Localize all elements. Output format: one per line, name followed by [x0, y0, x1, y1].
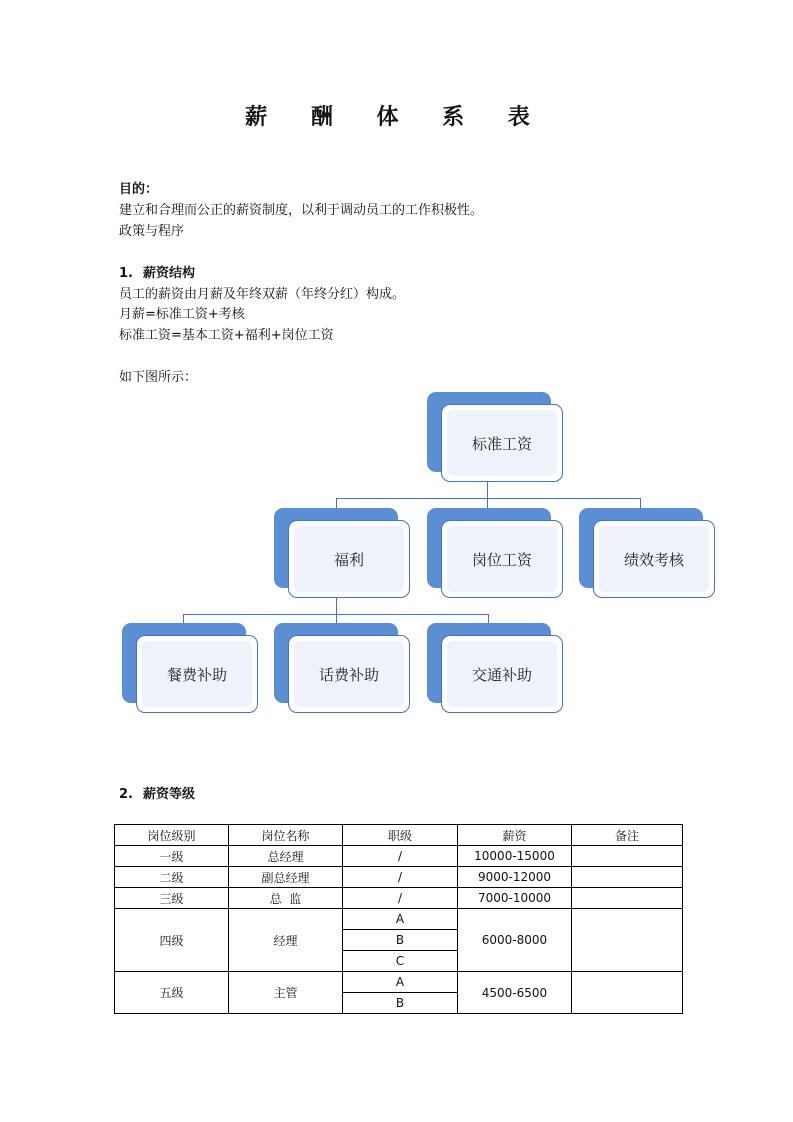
cell-salary: 6000-8000	[458, 909, 572, 972]
col-header: 备注	[572, 825, 683, 846]
connector-l2-c	[640, 498, 641, 508]
node-transport-allowance: 交通补助	[427, 623, 551, 703]
col-header: 职级	[343, 825, 458, 846]
purpose-text: 建立和合理而公正的薪资制度，以利于调动员工的工作积极性。	[119, 203, 484, 218]
cell-level: 四级	[115, 909, 229, 972]
connector-l2-b	[487, 498, 488, 508]
cell-name: 主管	[229, 972, 343, 1014]
cell-grade: /	[343, 867, 458, 888]
cell-level: 五级	[115, 972, 229, 1014]
cell-note	[572, 846, 683, 867]
cell-grade: /	[343, 888, 458, 909]
cell-salary: 4500-6500	[458, 972, 572, 1014]
monthly-salary-formula: 月薪=标准工资+考核	[119, 307, 245, 322]
cell-grade: C	[343, 951, 458, 972]
col-header: 岗位名称	[229, 825, 343, 846]
cell-salary: 9000-12000	[458, 867, 572, 888]
table-row	[115, 909, 683, 930]
standard-salary-formula: 标准工资=基本工资+福利+岗位工资	[119, 328, 334, 343]
node-position-salary: 岗位工资	[427, 508, 551, 588]
purpose-heading: 目的：	[119, 182, 159, 197]
cell-note	[572, 909, 683, 972]
cell-name: 总经理	[229, 846, 343, 867]
table-row	[115, 846, 683, 867]
salary-structure-text: 员工的薪资由月薪及年终双薪（年终分红）构成。	[119, 287, 406, 302]
node-performance: 绩效考核	[579, 508, 703, 588]
col-header: 岗位级别	[115, 825, 229, 846]
connector-level2-h	[336, 498, 641, 499]
connector-benefit	[336, 598, 337, 615]
node-meal-allowance: 餐费补助	[122, 623, 246, 703]
salary-grade-table	[114, 824, 683, 1014]
page-title: 薪 酬 体 系 表	[245, 105, 548, 130]
col-header: 薪资	[458, 825, 572, 846]
table-row	[115, 972, 683, 993]
node-benefits: 福利	[274, 508, 398, 588]
cell-grade: A	[343, 972, 458, 993]
table-row	[115, 867, 683, 888]
section-2-number: 2.	[119, 787, 133, 802]
policy-label: 政策与程序	[119, 224, 185, 239]
cell-name: 副总经理	[229, 867, 343, 888]
cell-note	[572, 888, 683, 909]
section-1-number: 1.	[119, 266, 133, 281]
cell-grade: /	[343, 846, 458, 867]
section-1-heading	[119, 263, 195, 284]
section-2-heading	[119, 784, 195, 805]
connector-l2-a	[336, 498, 337, 508]
cell-grade: B	[343, 930, 458, 951]
node-phone-allowance: 话费补助	[274, 623, 398, 703]
cell-name: 经理	[229, 909, 343, 972]
cell-salary: 7000-10000	[458, 888, 572, 909]
cell-level: 二级	[115, 867, 229, 888]
table-header-row	[115, 825, 683, 846]
connector-root	[487, 482, 488, 499]
cell-grade: B	[343, 993, 458, 1014]
cell-note	[572, 867, 683, 888]
cell-level: 三级	[115, 888, 229, 909]
node-standard-salary: 标准工资	[427, 392, 551, 472]
figure-caption: 如下图所示：	[119, 370, 198, 385]
section-2-title: 薪资等级	[143, 787, 196, 802]
cell-name: 总 监	[229, 888, 343, 909]
cell-note	[572, 972, 683, 1014]
section-1-title: 薪资结构	[143, 266, 196, 281]
cell-grade: A	[343, 909, 458, 930]
table-row	[115, 888, 683, 909]
cell-salary: 10000-15000	[458, 846, 572, 867]
cell-level: 一级	[115, 846, 229, 867]
